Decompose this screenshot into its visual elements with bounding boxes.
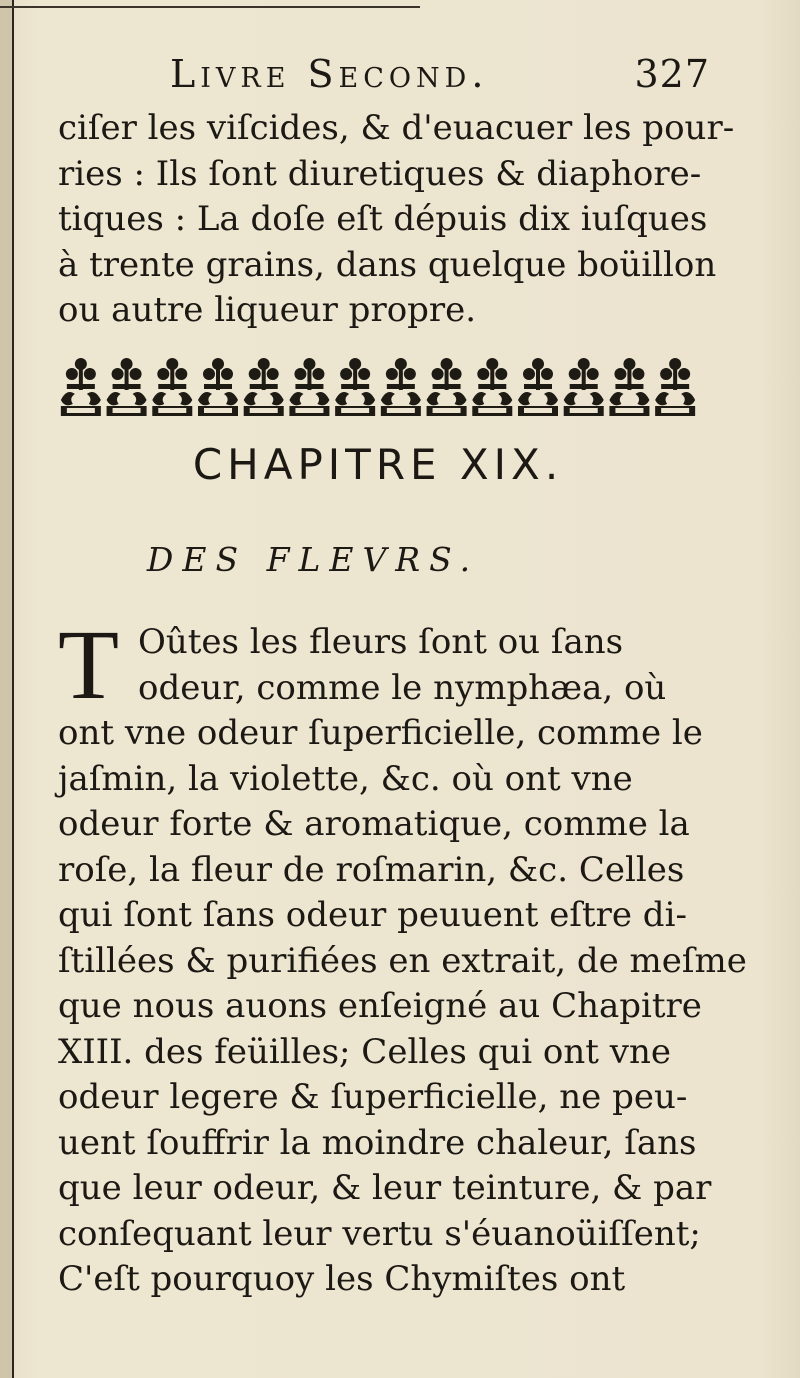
page-number: 327 xyxy=(634,52,710,96)
page-edge-rule xyxy=(0,0,420,8)
fleuron-icon xyxy=(564,358,604,416)
paragraph-continued xyxy=(58,106,735,334)
fleuron-icon xyxy=(381,358,421,416)
fleuron-icon xyxy=(609,358,649,416)
text-line: conſequant leur vertu s'éuanoüiſſent; xyxy=(58,1213,701,1254)
fleuron-icon xyxy=(61,358,101,416)
text-line: Oûtes les fleurs ſont ou ſans xyxy=(138,622,624,662)
text-line: ries : Ils ſont diuretiques & diaphore- xyxy=(58,153,702,194)
fleuron-icon xyxy=(518,358,558,416)
text-line: ont vne odeur ſuperficielle, comme le xyxy=(58,713,703,753)
fleuron-icon xyxy=(107,358,147,416)
fleuron-icon xyxy=(152,358,192,416)
fleuron-icon xyxy=(472,358,512,416)
text-line: roſe, la fleur de roſmarin, &c. Celles xyxy=(58,849,685,890)
fleuron-icon xyxy=(335,358,375,416)
fleuron-icon xyxy=(198,358,238,416)
fleuron-icon xyxy=(289,358,329,416)
text-line: C'eſt pourquoy les Chymiſtes ont xyxy=(58,1259,626,1299)
text-line: uent ſouffrir la moindre chaleur, ſans xyxy=(58,1122,697,1163)
fleuron-icon xyxy=(655,358,695,416)
text-line: tiques : La doſe eſt dépuis dix iuſques xyxy=(58,199,708,239)
page-gutter xyxy=(0,0,14,1378)
text-line: que leur odeur, & leur teinture, & par xyxy=(58,1168,712,1208)
drop-cap: T xyxy=(58,609,120,720)
running-title: Livre Second. xyxy=(170,52,489,96)
text-line: à trente grains, dans quelque boüillon xyxy=(58,244,717,285)
chapter-title: CHAPITRE XIX. xyxy=(192,440,564,489)
fleuron-icon xyxy=(427,358,467,416)
text-line: qui ſont ſans odeur peuuent eſtre di- xyxy=(58,895,687,935)
text-line: ou autre liqueur propre. xyxy=(58,290,477,330)
chapter-body xyxy=(58,609,747,1303)
text-line: odeur legere & ſuperficielle, ne peu- xyxy=(58,1077,688,1117)
section-title: DES FLEVRS. xyxy=(146,540,480,579)
text-line: ſtillées & purifiées en extrait, de meſme xyxy=(58,940,747,981)
text-line: jaſmin, la violette, &c. où ont vne xyxy=(58,758,633,799)
fleuron-band-icon xyxy=(58,356,698,418)
running-header xyxy=(60,52,710,102)
text-line: XIII. des feüilles; Celles qui ont vne xyxy=(58,1031,671,1072)
text-line: odeur, comme le nymphæa, où xyxy=(138,667,667,708)
text-line: ciſer les viſcides, & d'euacuer les pour- xyxy=(58,108,735,148)
text-line: que nous auons enſeigné au Chapitre xyxy=(58,986,702,1026)
text-line: odeur forte & aromatique, comme la xyxy=(58,804,690,844)
fleuron-icon xyxy=(244,358,284,416)
